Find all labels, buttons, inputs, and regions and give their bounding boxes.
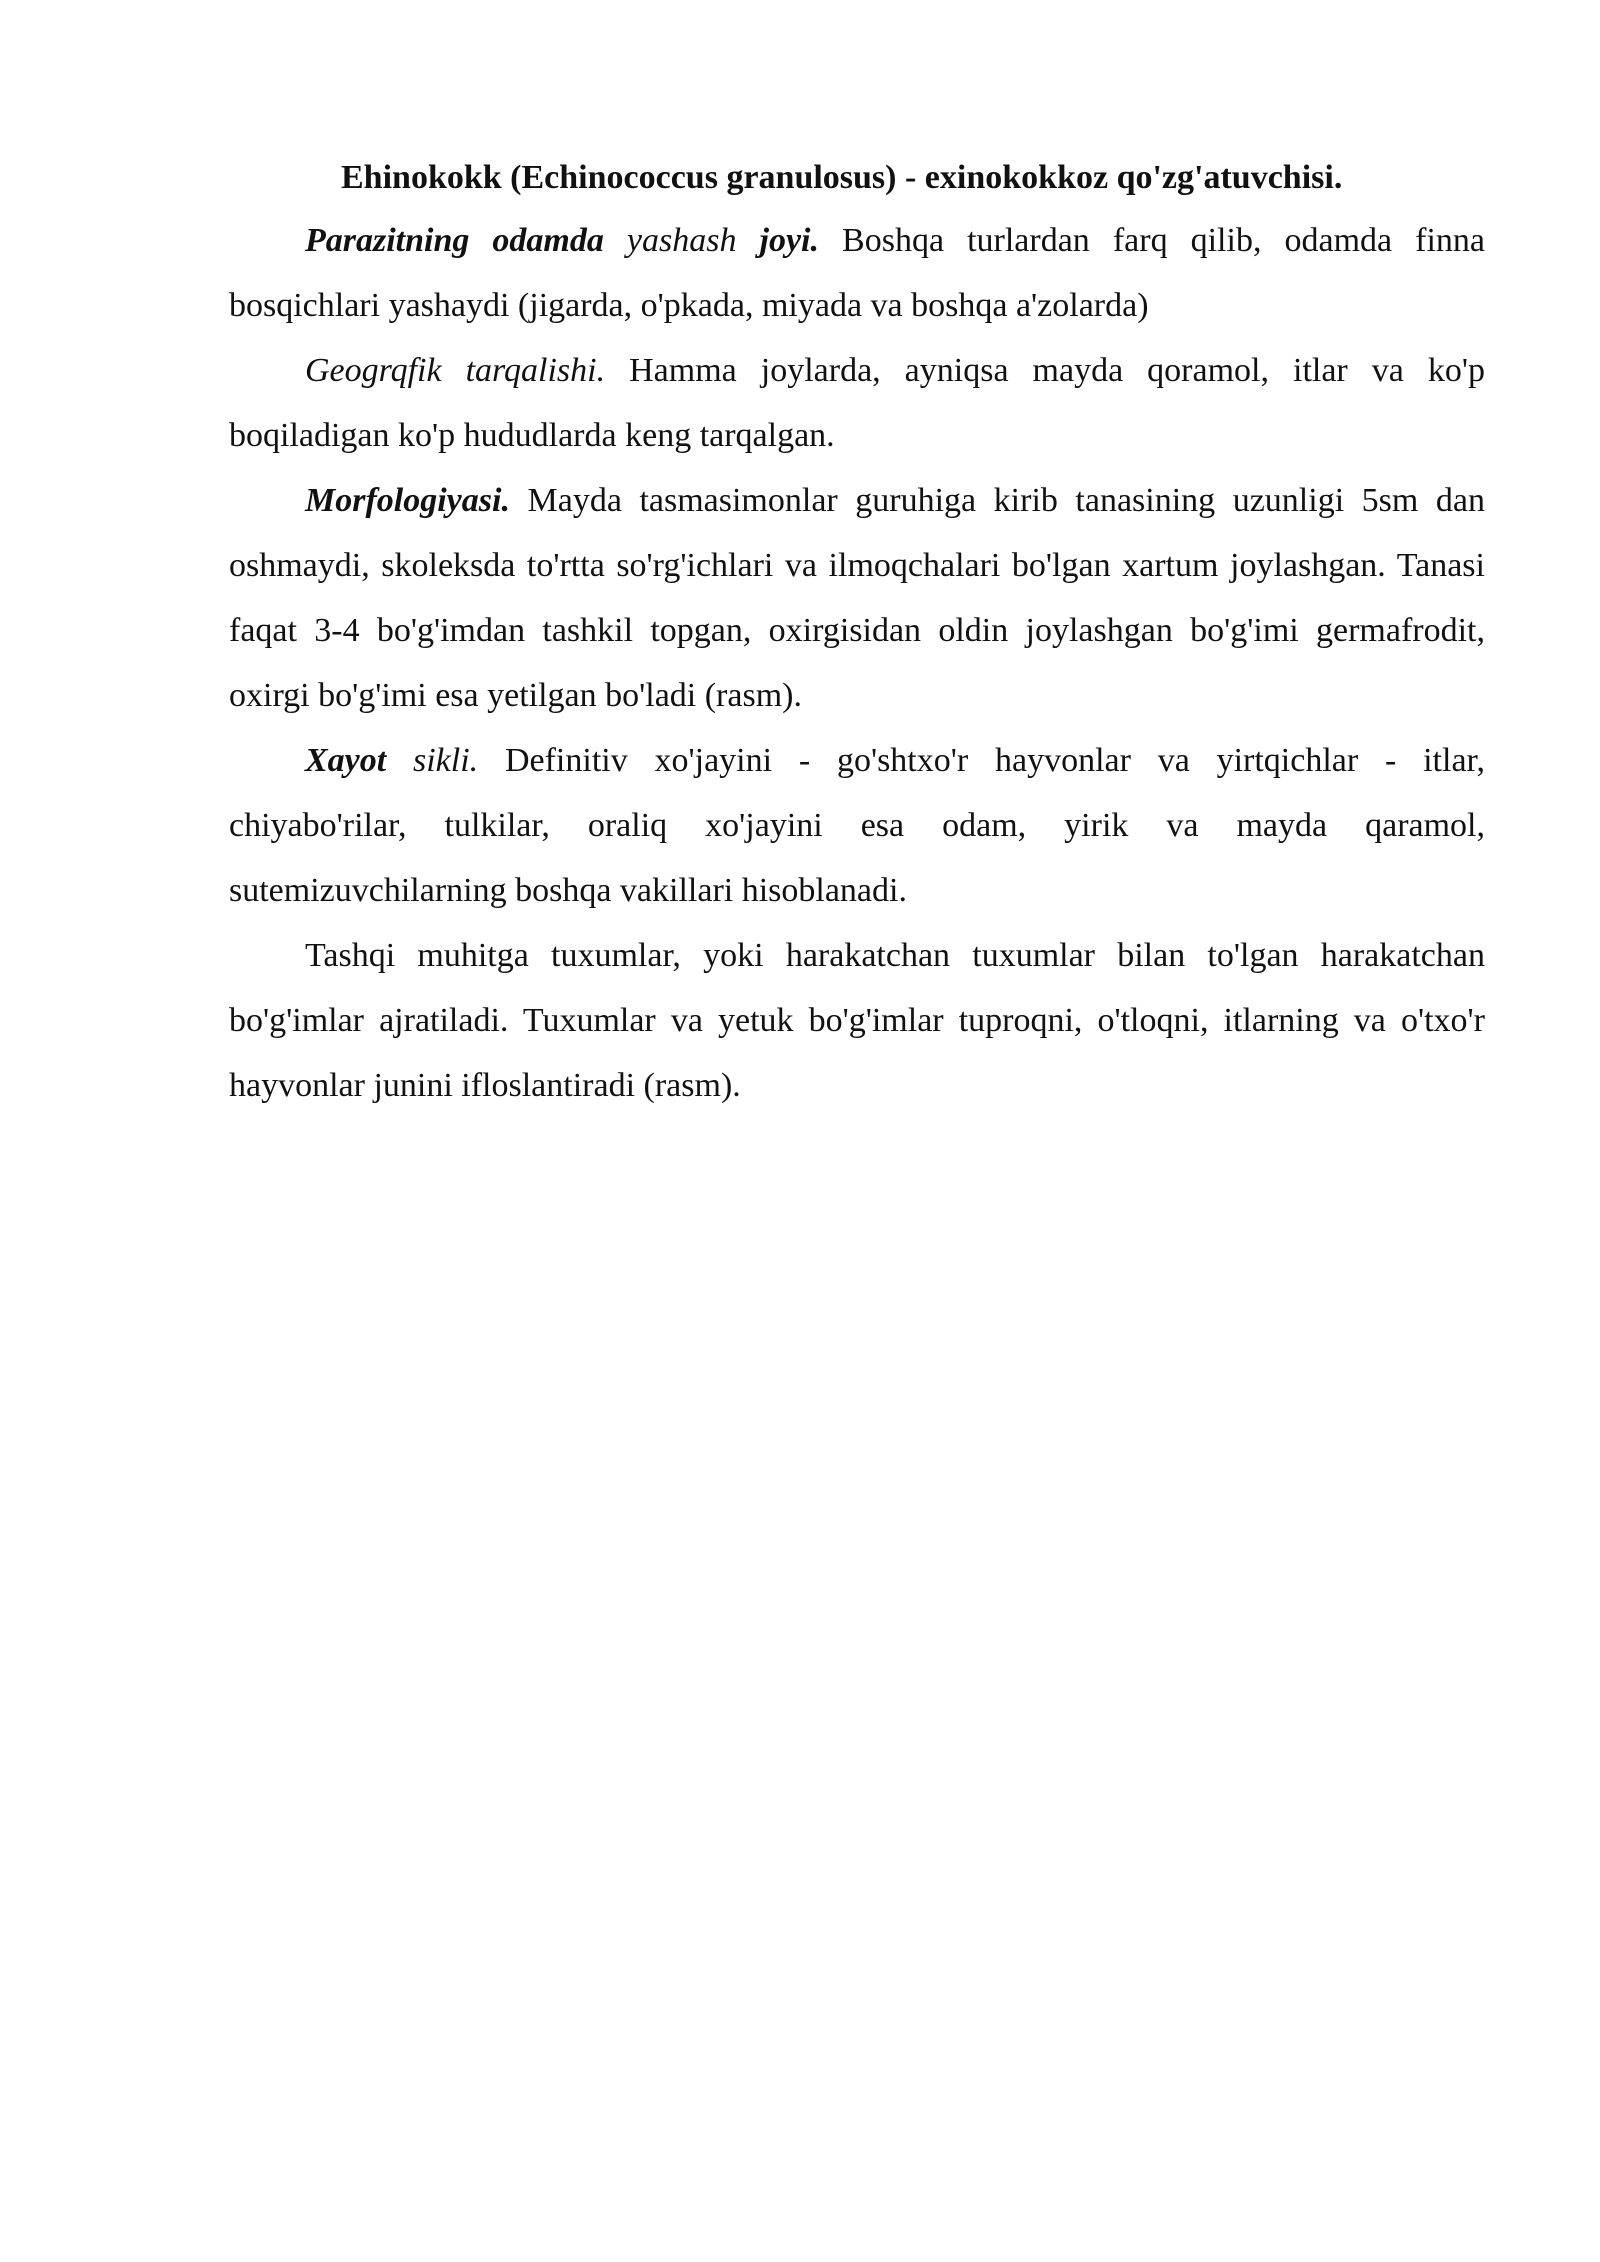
paragraph-life-cycle — [229, 728, 1485, 923]
heading-habitat-part2: yashash — [603, 222, 737, 259]
paragraph-external-environment-text: Tashqi muhitga tuxumlar, yoki harakatchan tuxumlar bilan to'lgan harakatchan bo'g'imlar ajratiladi. Tuxumlar va yetuk bo'g'imlar tuproqni, o'tloqni, itlarning va o'txo'r hayvonlar junini ifloslantiradi (rasm). — [229, 937, 1485, 1104]
paragraph-morphology — [229, 468, 1485, 728]
paragraph-external-environment — [229, 923, 1485, 1118]
paragraph-geography-text: Hamma joylarda, ayniqsa mayda qoramol, itlar va ko'p boqiladigan ko'p hududlarda keng tarqalgan. — [229, 352, 1485, 454]
heading-geography: Geogrqfik tarqalishi. — [305, 352, 606, 389]
heading-life-cycle-part2: sikli. — [386, 742, 479, 779]
paragraph-habitat — [229, 208, 1485, 338]
paragraph-habitat-text: Boshqa turlardan farq qilib, odamda finna bosqichlari yashaydi (jigarda, o'pkada, miyada va boshqa a'zolarda) — [229, 222, 1485, 324]
heading-habitat-part1: Parazitning odamda — [305, 222, 604, 259]
heading-habitat-part3: joyi. — [736, 222, 819, 259]
paragraph-morphology-text: Mayda tasmasimonlar guruhiga kirib tanasining uzunligi 5sm dan oshmaydi, skoleksda to'rtta so'rg'ichlari va ilmoqchalari bo'lgan xartum joylashgan. Tanasi faqat 3-4 bo'g'imdan tashkil topgan, oxirgisidan oldin joylashgan bo'g'imi germafrodit, oxirgi bo'g'imi esa yetilgan bo'ladi (rasm). — [229, 482, 1485, 714]
document-body — [229, 148, 1485, 1118]
heading-life-cycle-part1: Xayot — [305, 742, 387, 779]
paragraph-life-cycle-text: Definitiv xo'jayini - go'shtxo'r hayvonlar va yirtqichlar - itlar, chiyabo'rilar, tulkilar, oraliq xo'jayini esa odam, yirik va mayda qaramol, sutemizuvchilarning boshqa vakillari hisoblanadi. — [229, 742, 1485, 909]
heading-morphology: Morfologiyasi. — [305, 482, 510, 519]
document-title: Ehinokokk (Echinococcus granulosus) - exinokokkoz qo'zg'atuvchisi. — [341, 159, 1343, 196]
paragraph-geography — [229, 338, 1485, 468]
